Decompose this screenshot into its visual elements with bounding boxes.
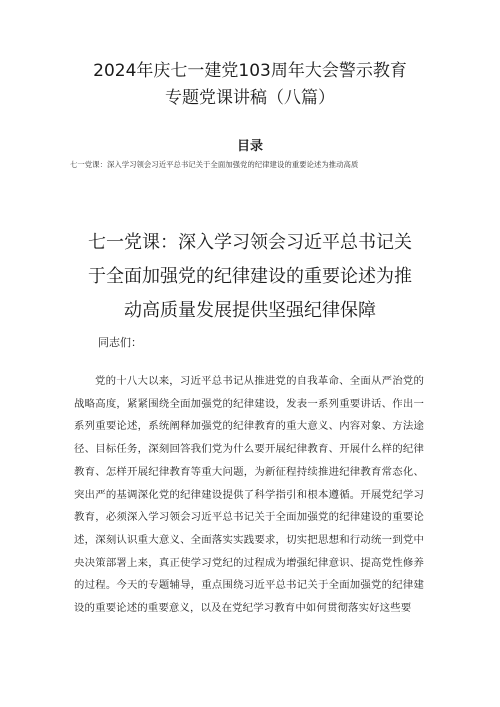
- body-paragraph: 党的十八大以来，习近平总书记从推进党的自我革命、全面从严治党的战略高度，紧紧围绕全面加强党的纪律建设，发表一系列重要讲话、作出一系列重要论述，系统阐释加强党的纪律教育的重大意义、内容对象、方法途径、目标任务，深刻回答我们党为什么要开展纪律教育、开展什么样的纪律教育、怎样开展纪律教育等重大问题，为新征程持续推进纪律教育常态化、突出严的基调深化党的纪律建设提供了科学指引和根本遵循。开展党纪学习教育，必须深入学习领会习近平总书记关于全面加强党的纪律建设的重要论述，深刻认识重大意义、全面落实实践要求，切实把思想和行动统一到党中央决策部署上来，真正使学习党纪的过程成为增强纪律意识、提高党性修养的过程。今天的专题辅导，重点围绕习近平总书记关于全面加强党的纪律建设的重要论述的重要意义，以及在党纪学习教育中如何贯彻落实好这些要: [74, 375, 424, 615]
- salutation: 同志们：: [98, 336, 142, 349]
- document-title-line-2: 专题党课讲稿（八篇）: [165, 88, 335, 108]
- toc-heading: 目录: [236, 139, 263, 154]
- section-title-line-1: 七一党课：深入学习领会习近平总书记关: [88, 232, 412, 253]
- toc-entry-1[interactable]: 七一党课：深入学习领会习近平总书记关于全面加强党的纪律建设的重要论述为推动高质: [70, 160, 359, 169]
- section-title-line-3: 动高质量发展提供坚强纪律保障: [124, 300, 376, 321]
- document-title: [40, 58, 460, 112]
- section-title: [60, 226, 440, 328]
- document-title-line-1: 2024年庆七一建党103周年大会警示教育: [93, 61, 407, 81]
- section-title-line-2: 于全面加强党的纪律建设的重要论述为推: [88, 266, 412, 287]
